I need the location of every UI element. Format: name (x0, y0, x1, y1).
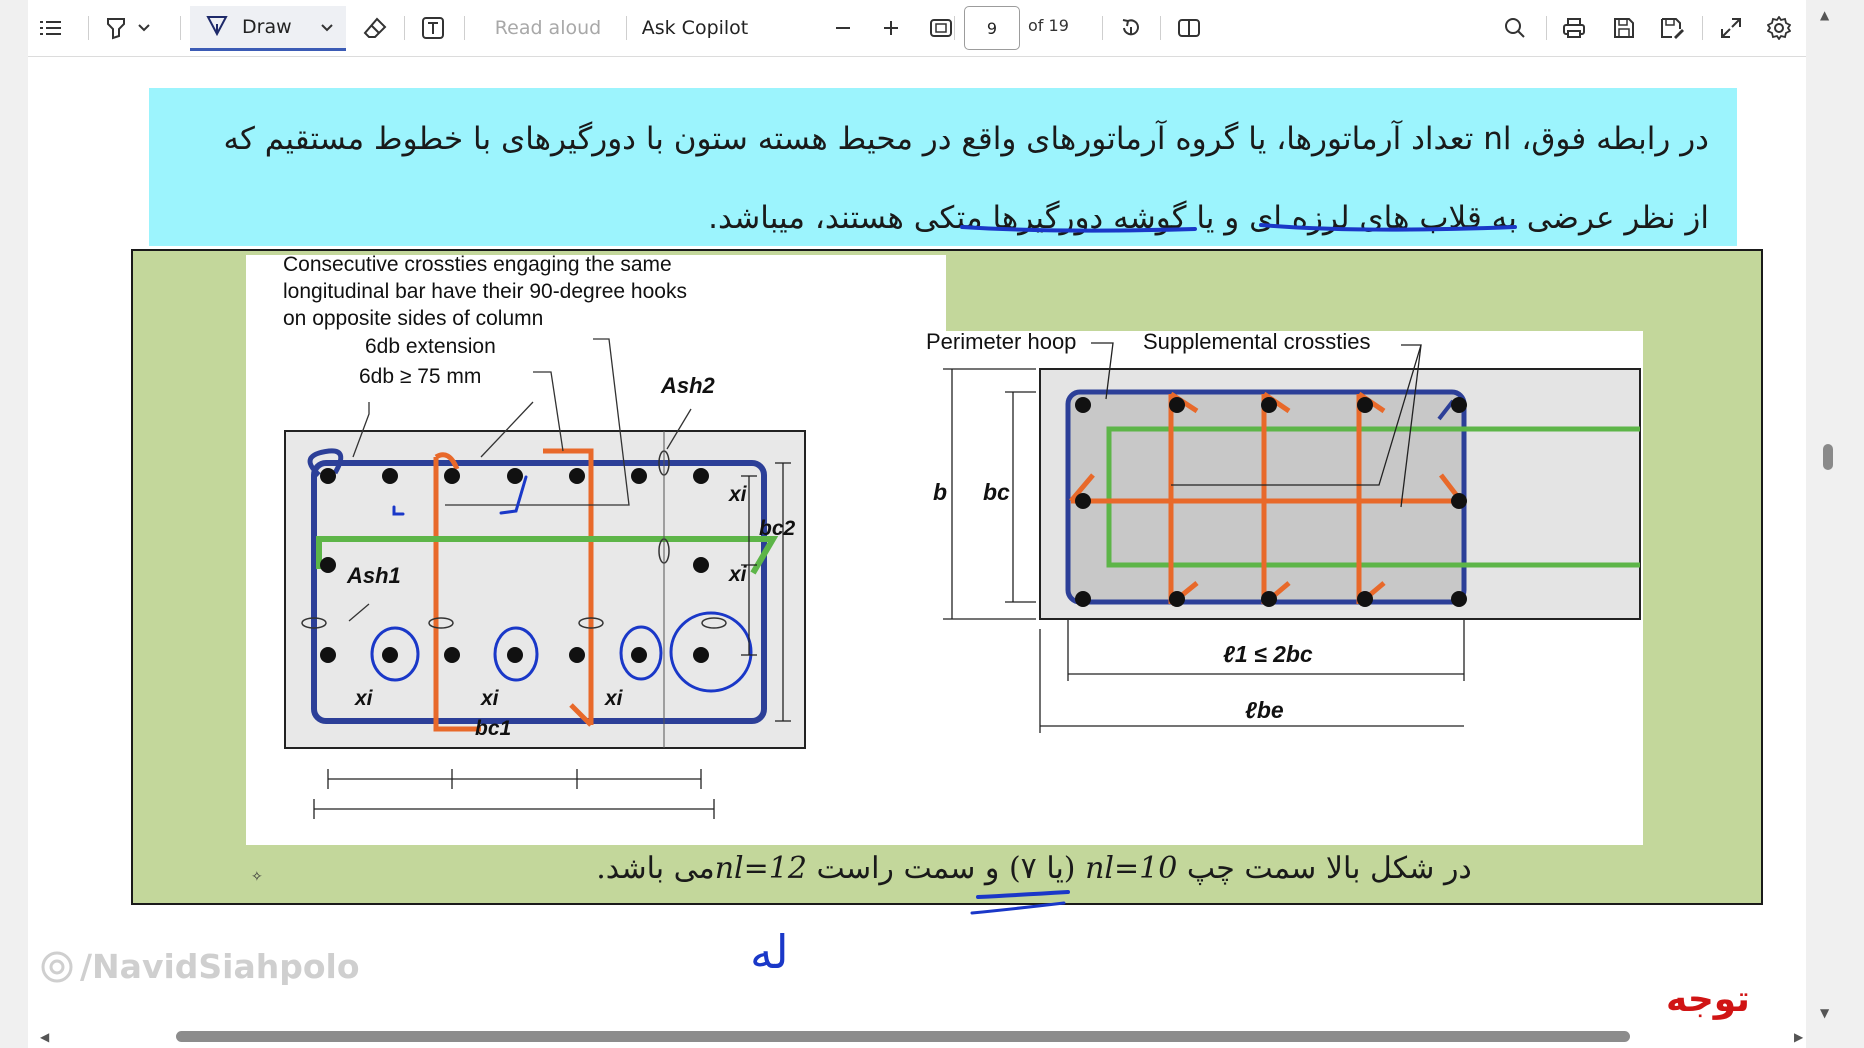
print-icon[interactable] (1556, 10, 1592, 46)
xi-label-v1: xi (729, 483, 747, 506)
draw-button[interactable] (190, 6, 346, 51)
bc1-label: bc1 (475, 717, 512, 740)
xi-label-h2: xi (481, 687, 499, 710)
caption-ink-underline (28, 57, 1806, 1047)
ext-label: 6db extension (365, 335, 496, 358)
xi-label-h1: xi (355, 687, 373, 710)
save-as-icon[interactable] (1654, 10, 1690, 46)
fullscreen-icon[interactable] (1714, 10, 1748, 46)
annotation-line-3: on opposite sides of column (283, 307, 544, 330)
save-icon[interactable] (1606, 10, 1642, 46)
xi-label-v2: xi (729, 563, 747, 586)
move-cursor-icon: ✧ (251, 869, 263, 885)
draw-label: Draw (242, 16, 292, 38)
annotation-line-2: longitudinal bar have their 90-degree hooks (283, 280, 687, 303)
page-total: of 19 (1028, 16, 1069, 35)
horizontal-scroll-thumb[interactable] (176, 1031, 1630, 1042)
chevron-down-icon[interactable] (134, 10, 154, 46)
pdf-toolbar (28, 0, 1806, 57)
caption-suffix: می باشد. (596, 851, 715, 886)
chevron-down-icon (320, 18, 334, 37)
left-gutter (0, 0, 28, 1048)
camera-watermark-icon (40, 950, 74, 984)
minus-icon[interactable] (828, 10, 858, 46)
eraser-icon[interactable] (358, 10, 392, 46)
vertical-scroll-thumb[interactable] (1823, 444, 1833, 470)
b-label: b (933, 479, 948, 505)
ash2-label: Ash2 (661, 373, 715, 398)
draw-pen-icon (206, 14, 228, 40)
fit-page-icon[interactable] (924, 10, 958, 46)
scroll-up-arrow[interactable]: ▲ (1820, 8, 1830, 22)
caption-prefix: در شکل بالا سمت چپ (1177, 851, 1472, 886)
supplemental-crossties-label: Supplemental crossties (1143, 329, 1371, 354)
list-icon[interactable] (34, 10, 68, 46)
gear-icon[interactable] (1762, 10, 1796, 46)
ask-copilot-button[interactable]: Ask Copilot (641, 17, 749, 39)
bc2-label: bc2 (759, 517, 796, 540)
handwritten-ink: له (750, 925, 789, 979)
scroll-right-arrow[interactable]: ▶ (1794, 1030, 1804, 1044)
note-line-2: از نظر عرضی به قلاب های لرزه ای و یا گوشه دورگیرها متکی هستند، میباشد. (708, 200, 1709, 236)
watermark-text: /NavidSiahpolo (80, 947, 360, 986)
search-icon[interactable] (1498, 10, 1532, 46)
caption-nl10: nl=10 (1085, 851, 1178, 886)
plus-icon[interactable] (876, 10, 906, 46)
watermark (40, 947, 360, 986)
bc-label: bc (983, 479, 1010, 505)
caption-nl12: nl=12 (714, 851, 807, 886)
perimeter-hoop-label: Perimeter hoop (926, 329, 1077, 354)
caption-middle: (یا ۷) و سمت راست (806, 851, 1086, 886)
page-number-input[interactable]: 9 (964, 6, 1020, 50)
ext-min-label: 6db ≥ 75 mm (359, 365, 482, 388)
highlighter-icon[interactable] (100, 10, 132, 46)
read-aloud-button[interactable]: Read aloud (494, 17, 602, 39)
annotation-line-1: Consecutive crossties engaging the same (283, 253, 672, 276)
ash1-label: Ash1 (347, 563, 401, 588)
xi-label-h3: xi (605, 687, 623, 710)
scroll-left-arrow[interactable]: ◀ (40, 1030, 50, 1044)
vertical-scrollbar[interactable] (1806, 0, 1864, 1048)
lbe-label: ℓbe (1245, 697, 1284, 723)
document-page (28, 57, 1806, 1047)
rotate-icon[interactable] (1114, 10, 1148, 46)
two-page-icon[interactable] (1172, 10, 1206, 46)
note-heading: توجه (1666, 979, 1750, 1020)
l1-label: ℓ1 ≤ 2bc (1223, 641, 1313, 667)
scroll-down-arrow[interactable]: ▼ (1820, 1006, 1830, 1020)
note-line-1: در رابطه فوق، nl تعداد آرماتورها، یا گروه آرماتورهای واقع در محیط هسته ستون با دورگیرهای با خطوط مستقیم که (223, 121, 1709, 157)
text-box-icon[interactable] (416, 10, 450, 46)
